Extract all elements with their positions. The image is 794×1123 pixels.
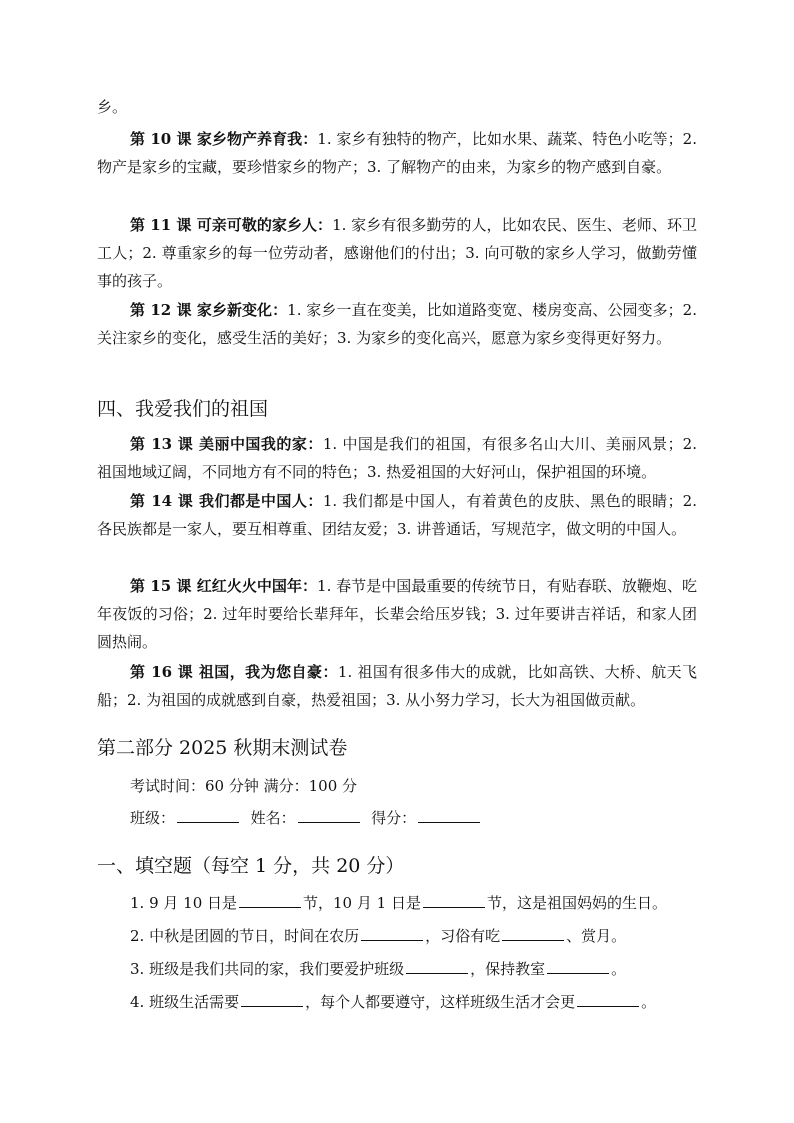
question-text: ，习俗有吃: [425, 927, 501, 945]
question-text: ，保持教室: [470, 960, 546, 978]
question-text: ，每个人都要遵守，这样班级生活才会更: [305, 993, 576, 1011]
question-text: 1. 9 月 10 日是: [130, 894, 238, 912]
lesson-text: 1. 家乡有很多勤劳的人，比如农民、医生、老师、环卫工人；2. 尊重家乡的每一位劳动者，感谢他们的付出；3. 向可敬的家乡人学习，做勤劳懂事的孩子。: [97, 216, 697, 290]
lesson-text: 1. 家乡一直在变美，比如道路变宽、楼房变高、公园变多；2. 关注家乡的变化，感受生活的美好；3. 为家乡的变化高兴，愿意为家乡变得更好努力。: [97, 301, 697, 347]
answer-blank[interactable]: [423, 893, 485, 908]
lesson-title: 第 10 课 家乡物产养育我：: [130, 130, 318, 148]
question-text: 节，10 月 1 日是: [303, 894, 421, 912]
lesson-16: [97, 658, 697, 714]
question-text: 。: [641, 993, 657, 1011]
answer-blank[interactable]: [577, 992, 639, 1007]
intro-tail: 乡。: [97, 98, 128, 116]
lesson-title: 第 15 课 红红火火中国年：: [130, 577, 318, 595]
class-blank[interactable]: [177, 808, 239, 823]
question-1: [130, 892, 667, 914]
question-text: 3. 班级是我们共同的家，我们要爱护班级: [130, 960, 405, 978]
answer-blank[interactable]: [502, 926, 564, 941]
lesson-text: 1. 中国是我们的祖国，有很多名山大川、美丽风景；2. 祖国地域辽阔，不同地方有不同的特色；3. 热爱祖国的大好河山，保护祖国的环境。: [97, 435, 697, 481]
lesson-title: 第 14 课 我们都是中国人：: [130, 492, 323, 510]
name-label: 姓名：: [250, 809, 296, 827]
score-label: 得分：: [371, 809, 417, 827]
lesson-title: 第 16 课 祖国，我为您自豪：: [130, 663, 338, 681]
question-text: 2. 中秋是团圆的节日，时间在农历: [130, 927, 360, 945]
lesson-title: 第 12 课 家乡新变化：: [130, 301, 288, 319]
question-4: [130, 991, 656, 1013]
answer-blank[interactable]: [406, 959, 468, 974]
student-info-line: [130, 807, 482, 829]
lesson-text: 1. 春节是中国最重要的传统节日，有贴春联、放鞭炮、吃年夜饭的习俗；2. 过年时要给长辈拜年，长辈会给压岁钱；3. 过年要讲吉祥话，和家人团圆热闹。: [97, 577, 697, 651]
class-label: 班级：: [130, 809, 176, 827]
score-blank[interactable]: [418, 808, 480, 823]
lesson-title: 第 13 课 美丽中国我的家：: [130, 435, 323, 453]
part2-heading: 第二部分 2025 秋期末测试卷: [97, 737, 348, 759]
lesson-text: 1. 家乡有独特的物产，比如水果、蔬菜、特色小吃等；2. 物产是家乡的宝藏，要珍惜家乡的物产；3. 了解物产的由来，为家乡的物产感到自豪。: [97, 130, 697, 176]
answer-blank[interactable]: [241, 992, 303, 1007]
lesson-14: [97, 487, 697, 543]
lesson-10: [97, 125, 697, 181]
lesson-12: [97, 296, 697, 352]
answer-blank[interactable]: [547, 959, 609, 974]
fill-section-heading: 一、填空题（每空 1 分，共 20 分）: [97, 855, 405, 877]
name-blank[interactable]: [298, 808, 360, 823]
question-text: 节，这是祖国妈妈的生日。: [486, 894, 667, 912]
lesson-11: [97, 211, 697, 295]
section4-heading: 四、我爱我们的祖国: [97, 398, 269, 420]
lesson-13: [97, 430, 697, 486]
question-2: [130, 925, 626, 947]
question-text: 、赏月。: [566, 927, 627, 945]
question-3: [130, 958, 626, 980]
question-text: 。: [611, 960, 627, 978]
lesson-text: 1. 祖国有很多伟大的成就，比如高铁、大桥、航天飞船；2. 为祖国的成就感到自豪，热爱祖国；3. 从小努力学习，长大为祖国做贡献。: [97, 663, 697, 709]
answer-blank[interactable]: [239, 893, 301, 908]
lesson-text: 1. 我们都是中国人，有着黄色的皮肤、黑色的眼睛；2. 各民族都是一家人，要互相尊重、团结友爱；3. 讲普通话，写规范字，做文明的中国人。: [97, 492, 697, 538]
answer-blank[interactable]: [361, 926, 423, 941]
question-text: 4. 班级生活需要: [130, 993, 240, 1011]
lesson-title: 第 11 课 可亲可敬的家乡人：: [130, 216, 333, 234]
exam-time-line: 考试时间：60 分钟 满分：100 分: [130, 777, 358, 795]
lesson-15: [97, 572, 697, 656]
